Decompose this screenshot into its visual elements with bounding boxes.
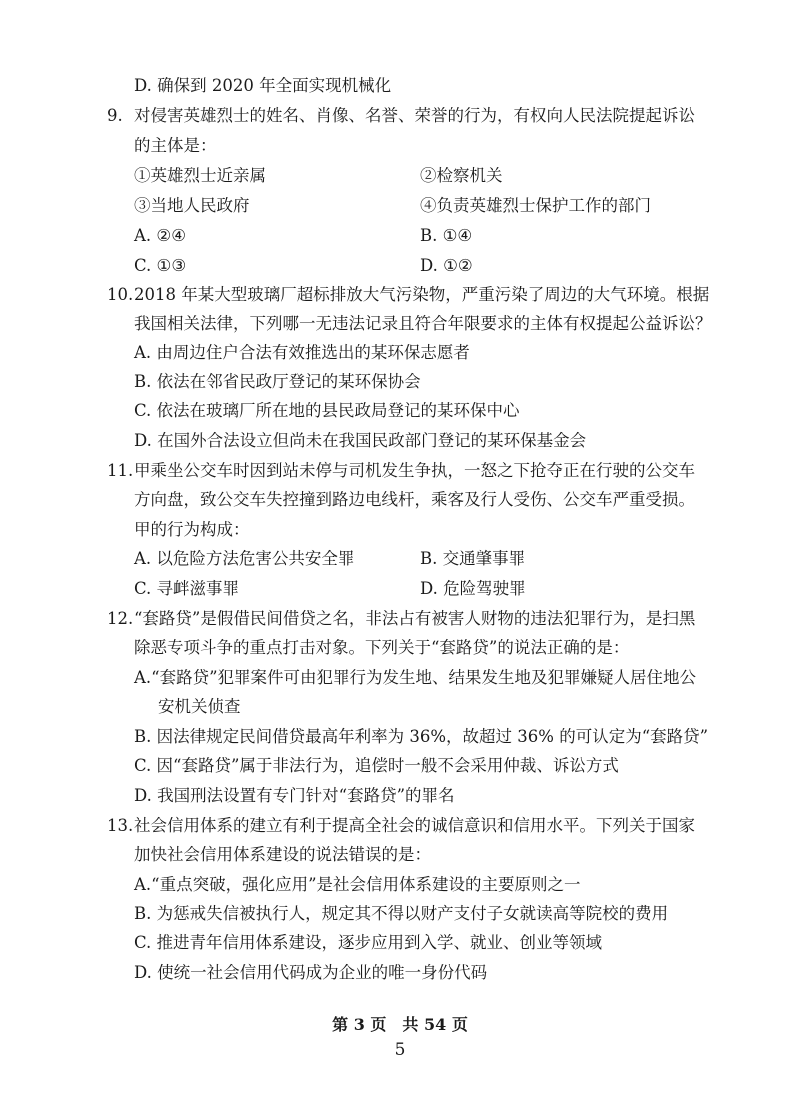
question-number-9: 9.: [107, 106, 123, 125]
option-text-continued: 安机关侦查: [158, 697, 241, 716]
option-text: D. ①②: [420, 256, 473, 275]
option-text: D. 在国外合法设立但尚未在我国民政部门登记的某环保基金会: [134, 431, 587, 450]
option-text: A.“套路贷”犯罪案件可由犯罪行为发生地、结果发生地及犯罪嫌疑人居住地公: [134, 668, 697, 687]
question-stem: 对侵害英雄烈士的姓名、肖像、名誉、荣誉的行为，有权向人民法院提起诉讼: [134, 106, 695, 125]
question-stem: 的主体是：: [134, 136, 217, 155]
option-text: C. ①③: [134, 256, 187, 275]
option-text: B. 依法在邻省民政厅登记的某环保协会: [134, 372, 421, 391]
statement-item: ②检察机关: [420, 166, 503, 185]
option-text: D. 确保到 2020 年全面实现机械化: [134, 76, 392, 95]
question-stem: 方向盘，致公交车失控撞到路边电线杆，乘客及行人受伤、公交车严重受损。: [134, 490, 695, 509]
question-stem: 2018 年某大型玻璃厂超标排放大气污染物，严重污染了周边的大气环境。根据: [134, 285, 710, 304]
page-label: 第 3 页 共 54 页: [332, 1015, 468, 1034]
option-text: C. 因“套路贷”属于非法行为，追偿时一般不会采用仲裁、诉讼方式: [134, 756, 619, 775]
page-number: 5: [394, 1040, 406, 1060]
question-number-11: 11.: [107, 461, 134, 480]
question-number-13: 13.: [107, 816, 134, 835]
question-stem: 社会信用体系的建立有利于提高全社会的诚信意识和信用水平。下列关于国家: [134, 816, 695, 835]
option-text: A.“重点突破，强化应用”是社会信用体系建设的主要原则之一: [134, 875, 581, 894]
option-text: D. 使统一社会信用代码成为企业的唯一身份代码: [134, 963, 488, 982]
option-text: C. 推进青年信用体系建设，逐步应用到入学、就业、创业等领域: [134, 933, 603, 952]
option-text: D. 我国刑法设置有专门针对“套路贷”的罪名: [134, 786, 455, 805]
question-number-12: 12.: [107, 609, 134, 628]
question-stem: 甲乘坐公交车时因到站未停与司机发生争执，一怒之下抢夺正在行驶的公交车: [134, 461, 695, 480]
question-stem: 加快社会信用体系建设的说法错误的是：: [134, 845, 431, 864]
option-text: B. 交通肇事罪: [420, 549, 526, 568]
option-text: B. 为惩戒失信被执行人，规定其不得以财产支付子女就读高等院校的费用: [134, 904, 669, 923]
question-stem: 甲的行为构成：: [134, 520, 250, 539]
option-text: C. 依法在玻璃厂所在地的县民政局登记的某环保中心: [134, 401, 520, 420]
question-stem: 我国相关法律，下列哪一无违法记录且符合年限要求的主体有权提起公益诉讼？: [134, 314, 712, 333]
statement-item: ①英雄烈士近亲属: [134, 166, 266, 185]
question-stem: 除恶专项斗争的重点打击对象。下列关于“套路贷”的说法正确的是：: [134, 638, 630, 657]
option-text: A. 由周边住户合法有效推选出的某环保志愿者: [134, 343, 470, 362]
question-stem: “套路贷”是假借民间借贷之名，非法占有被害人财物的违法犯罪行为，是扫黑: [134, 609, 696, 628]
page-footer: [0, 1012, 800, 1035]
option-text: B. 因法律规定民间借贷最高年利率为 36%，故超过 36% 的可认定为“套路贷”: [134, 727, 709, 746]
option-text: D. 危险驾驶罪: [420, 579, 526, 598]
option-text: C. 寻衅滋事罪: [134, 579, 240, 598]
option-text: A. 以危险方法危害公共安全罪: [134, 549, 355, 568]
option-text: A. ②④: [134, 226, 186, 245]
statement-item: ③当地人民政府: [134, 196, 250, 215]
question-number-10: 10.: [107, 285, 134, 304]
statement-item: ④负责英雄烈士保护工作的部门: [420, 196, 651, 215]
option-text: B. ①④: [420, 226, 473, 245]
